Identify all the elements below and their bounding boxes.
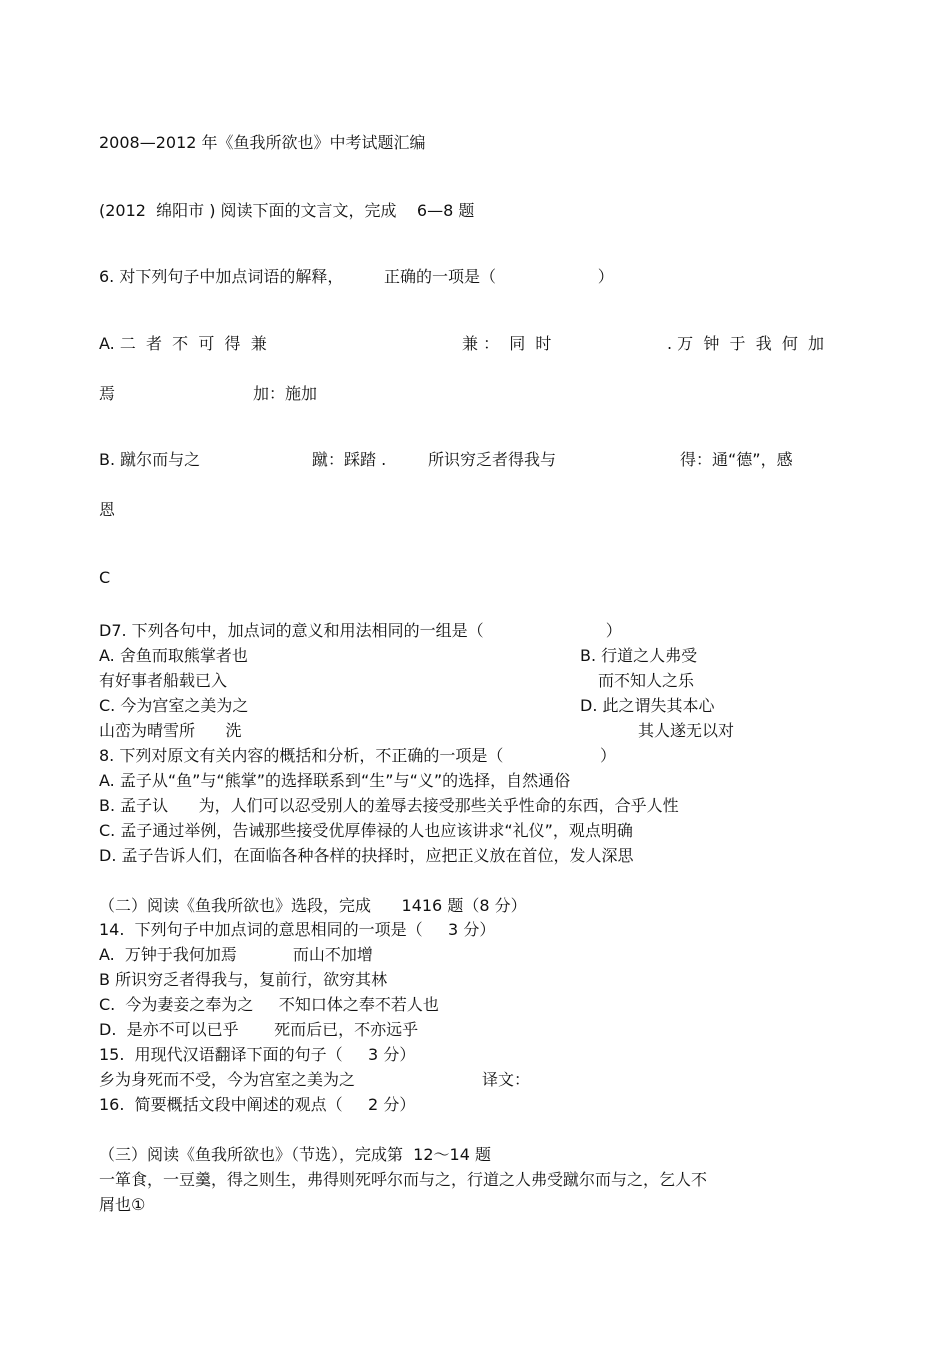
q6-option-a-wrap: 焉 [99, 384, 116, 403]
question-16: 16. 简要概括文段中阐述的观点（ 2 分） [99, 1095, 416, 1114]
question-8: 8. 下列对原文有关内容的概括和分析，不正确的一项是（ ） [99, 746, 616, 765]
section-3-passage-line-2: 屑也① [99, 1195, 146, 1214]
q14-option-c: C. 今为妻妾之奉为之 不知口体之奉不若人也 [99, 995, 439, 1014]
question-7: D7. 下列各句中，加点词的意义和用法相同的一组是（ ） [99, 621, 622, 640]
q6-option-c: C [99, 568, 111, 587]
q6-option-a-gloss: 兼 ： 同 时 [462, 334, 552, 353]
q14-option-d: D. 是亦不可以已乎 死而后已，不亦远乎 [99, 1020, 419, 1039]
q6-option-a-second-gloss: 加：施加 [253, 384, 318, 403]
question-14: 14. 下列句子中加点词的意思相同的一项是（ 3 分） [99, 920, 496, 939]
q7-option-c: C. 今为宫室之美为之 [99, 696, 249, 715]
q6-option-b-second: 所识穷乏者得我与 [428, 450, 557, 469]
section-3-passage-line-1: 一箪食，一豆羹，得之则生，弗得则死呼尔而与之，行道之人弗受蹴尔而与之，乞人不 [99, 1170, 708, 1189]
question-15: 15. 用现代汉语翻译下面的句子（ 3 分） [99, 1045, 416, 1064]
q7-option-b: B. 行道之人弗受 [580, 646, 698, 665]
doc-title: 2008—2012 年《鱼我所欲也》中考试题汇编 [99, 133, 426, 152]
q6-option-b-wrap: 恩 [99, 500, 116, 519]
section-3-heading: （三）阅读《鱼我所欲也》（节选），完成第 12～14 题 [99, 1145, 491, 1164]
q7-option-a: A. 舍鱼而取熊掌者也 [99, 646, 248, 665]
question-6: 6. 对下列句子中加点词语的解释， 正确的一项是（ ） [99, 267, 614, 286]
q6-option-b-second-gloss: 得：通“德”，感 [680, 450, 793, 469]
q7-option-b-second: 而不知人之乐 [598, 671, 695, 690]
q6-option-a: A. 二 者 不 可 得 兼 [99, 334, 267, 353]
q6-option-b: B. 蹴尔而与之 [99, 450, 201, 469]
q6-option-b-gloss: 蹴：踩踏 . [312, 450, 387, 469]
q8-option-a: A. 孟子从“鱼”与“熊掌”的选择联系到“生”与“义”的选择，自然通俗 [99, 771, 571, 790]
q7-option-a-second: 有好事者船载已入 [99, 671, 228, 690]
q7-option-c-second: 山峦为晴雪所 洗 [99, 721, 242, 740]
reading-instruction-2012: (2012 绵阳市 ) 阅读下面的文言文，完成 6—8 题 [99, 201, 475, 220]
section-2-heading: （二）阅读《鱼我所欲也》选段，完成 1416 题（8 分） [99, 896, 527, 915]
q7-option-d-second: 其人遂无以对 [638, 721, 735, 740]
q14-option-a: A. 万钟于我何加焉 而山不加增 [99, 945, 373, 964]
q8-option-c: C. 孟子通过举例，告诫那些接受优厚俸禄的人也应该讲求“礼仪”，观点明确 [99, 821, 633, 840]
q8-option-b: B. 孟子认 为，人们可以忍受别人的羞辱去接受那些关乎性命的东西，合乎人性 [99, 796, 679, 815]
q15-translation-label: 译文： [482, 1070, 531, 1089]
q8-option-d: D. 孟子告诉人们，在面临各种各样的抉择时，应把正义放在首位，发人深思 [99, 846, 634, 865]
q7-option-d: D. 此之谓失其本心 [580, 696, 715, 715]
q14-option-b: B 所识穷乏者得我与，复前行，欲穷其林 [99, 970, 388, 989]
q6-option-a-second: . 万 钟 于 我 何 加 [667, 334, 825, 353]
q15-sentence: 乡为身死而不受，今为宫室之美为之 [99, 1070, 356, 1089]
